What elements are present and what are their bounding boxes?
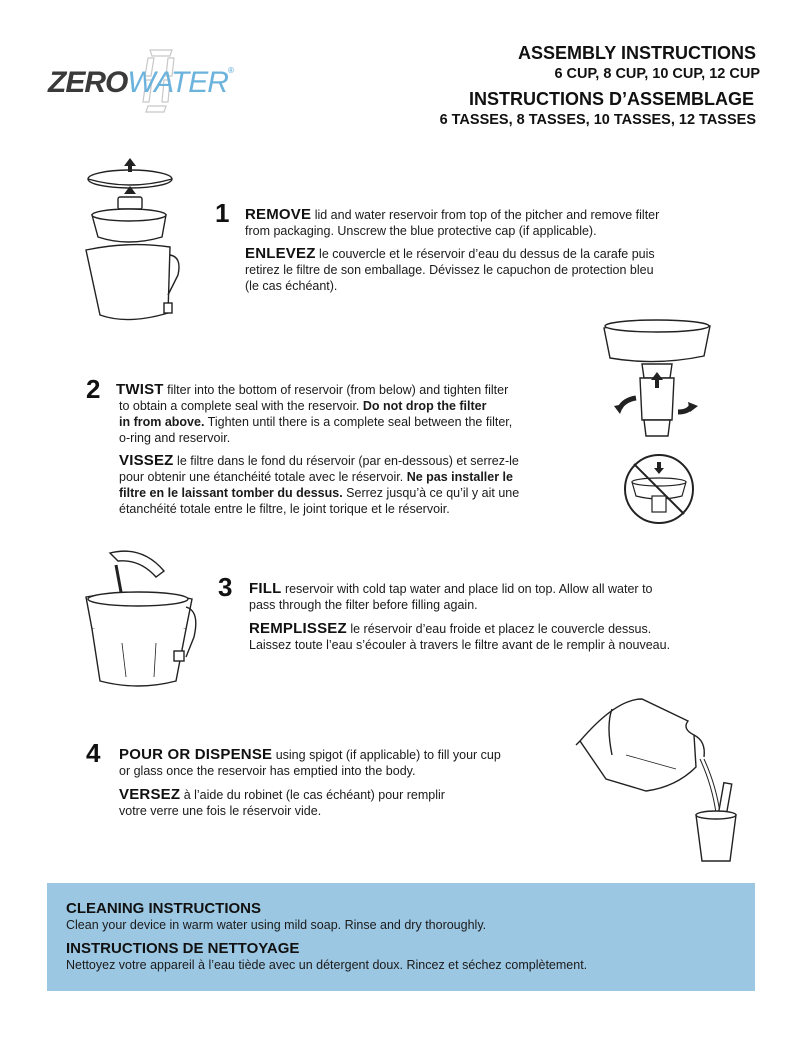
cleaning-title-fr: INSTRUCTIONS DE NETTOYAGE	[66, 940, 300, 957]
step-2-text-fr-2: pour obtenir une étanchéité totale avec le réservoir.	[119, 470, 407, 484]
step-1-text-en-1: lid and water reservoir from top of the pitcher and remove filter	[311, 208, 660, 222]
step-2-keyword-en: TWIST	[116, 381, 164, 398]
step-4-keyword-en: POUR OR DISPENSE	[119, 746, 273, 763]
sizes-french: 6 TASSES, 8 TASSES, 10 TASSES, 12 TASSES	[439, 112, 756, 128]
step1-pitcher-illustration	[78, 155, 188, 330]
logo-registered: ®	[227, 66, 233, 75]
step-2-bold-fr-2: filtre en le laissant tomber du dessus.	[119, 486, 343, 500]
step-1-text-fr-3: (le cas échéant).	[245, 279, 338, 293]
step2-twist-filter-illustration	[596, 320, 718, 442]
step-4-text-en-2: or glass once the reservoir has emptied into the body.	[119, 764, 416, 778]
step-1-text-fr-1: le couvercle et le réservoir d’eau du dessus de la carafe puis	[315, 247, 655, 261]
cleaning-instructions-panel	[47, 883, 755, 991]
step-1-english	[245, 207, 745, 239]
step-2-bold-en-1: Do not drop the filter	[362, 399, 487, 413]
cleaning-title-en: CLEANING INSTRUCTIONS	[66, 900, 261, 917]
step-3-english	[249, 581, 749, 613]
step-2-french	[119, 453, 589, 517]
no-drop-filter-warning-icon	[622, 452, 696, 526]
logo-water: WATER	[127, 66, 228, 99]
step3-fill-pitcher-illustration	[82, 547, 197, 692]
step-1-text-en-2: from packaging. Unscrew the blue protective cap (if applicable).	[245, 224, 597, 238]
step-1-text-fr-2: retirez le filtre de son emballage. Dévissez le capuchon de protection bleu	[245, 263, 654, 277]
step-3-keyword-en: FILL	[249, 580, 282, 597]
step-4-text-en-1: using spigot (if applicable) to fill your cup	[272, 748, 501, 762]
step-2-text-en-1: filter into the bottom of reservoir (from below) and tighten filter	[163, 383, 509, 397]
step-4-keyword-fr: VERSEZ	[119, 786, 181, 803]
step4-pour-illustration	[576, 695, 746, 865]
cleaning-text-fr: Nettoyez votre appareil à l’eau tiède avec un détergent doux. Rincez et séchez complètement.	[66, 958, 588, 972]
title-english: ASSEMBLY INSTRUCTIONS	[517, 43, 756, 63]
step-2-text-fr-1: le filtre dans le fond du réservoir (par en-dessous) et serrez-le	[173, 454, 519, 468]
step-2-text-fr-3: Serrez jusqu’à ce qu’il y ait une	[342, 486, 520, 500]
step-3-text-en-1: reservoir with cold tap water and place lid on top. Allow all water to	[281, 582, 653, 596]
step-4-number: 4	[86, 738, 101, 768]
step-2-bold-en-2: in from above.	[119, 415, 205, 429]
zerowater-logo	[46, 46, 286, 116]
step-4-text-fr-1: à l’aide du robinet (le cas échéant) pour remplir	[180, 788, 445, 802]
step-4-french	[119, 787, 569, 819]
step-1-keyword-en: REMOVE	[245, 206, 312, 223]
step-2-keyword-fr: VISSEZ	[119, 452, 174, 469]
step-3-text-fr-2: Laissez toute l’eau s’écouler à travers le filtre avant de le remplir à nouveau.	[249, 638, 671, 652]
cleaning-text-en: Clean your device in warm water using mild soap. Rinse and dry thoroughly.	[66, 918, 487, 932]
logo-wordmark	[48, 66, 233, 100]
step-3-text-fr-1: le réservoir d’eau froide et placez le couvercle dessus.	[346, 622, 652, 636]
step-3-number: 3	[218, 572, 233, 602]
step-1-number: 1	[215, 198, 230, 228]
step-4-english	[119, 747, 569, 779]
step-3-french	[249, 621, 769, 653]
step-2-bold-fr-1: Ne pas installer le	[406, 470, 513, 484]
step-2-text-fr-4: étanchéité totale entre le filtre, le joint torique et le réservoir.	[119, 502, 450, 516]
step-2-number: 2	[86, 374, 101, 404]
step-1-french	[245, 246, 745, 294]
logo-zero: ZERO	[48, 66, 128, 99]
step-3-keyword-fr: REMPLISSEZ	[249, 620, 347, 637]
step-3-text-en-2: pass through the filter before filling again.	[249, 598, 478, 612]
sizes-english: 6 CUP, 8 CUP, 10 CUP, 12 CUP	[554, 66, 760, 82]
step-2-english	[116, 382, 586, 446]
step-2-text-en-2: to obtain a complete seal with the reservoir.	[119, 399, 363, 413]
step-4-text-fr-2: votre verre une fois le réservoir vide.	[119, 804, 322, 818]
step-2-text-en-3: Tighten until there is a complete seal between the filter,	[204, 415, 513, 429]
title-french: INSTRUCTIONS D’ASSEMBLAGE	[468, 89, 754, 109]
step-2-text-en-4: o-ring and reservoir.	[119, 431, 231, 445]
step-1-keyword-fr: ENLEVEZ	[245, 245, 316, 262]
